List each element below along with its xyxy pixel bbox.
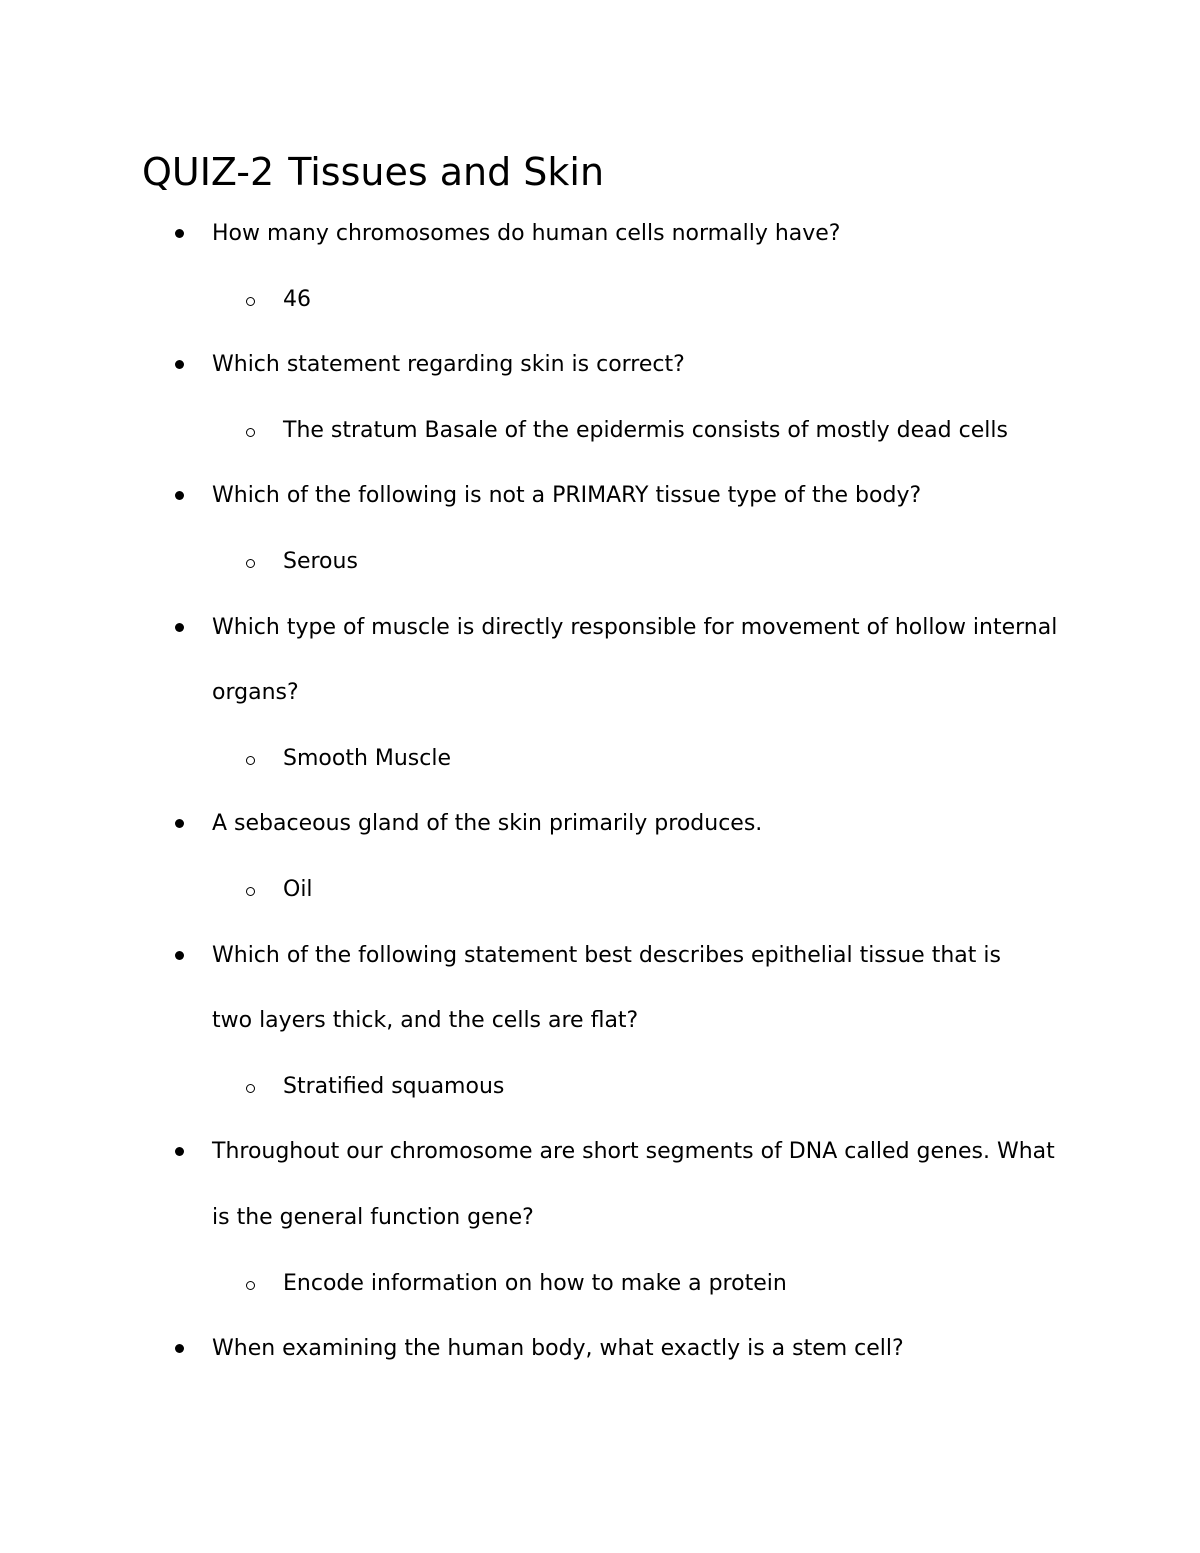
hollow-bullet-icon [246,1084,255,1093]
answer-text: Oil [283,877,313,902]
answer-text: Serous [283,549,358,574]
hollow-bullet-icon [246,297,255,306]
bullet-icon [175,491,184,500]
hollow-bullet-icon [246,887,255,896]
question-text: two layers thick, and the cells are flat? [212,1008,639,1033]
hollow-bullet-icon [246,756,255,765]
question-text: How many chromosomes do human cells normally have? [212,221,841,246]
question-text: organs? [212,680,299,705]
bullet-icon [175,229,184,238]
title-code: QUIZ-2 [142,150,275,194]
question-text: Which statement regarding skin is correct? [212,352,685,377]
answer-text: Encode information on how to make a protein [283,1271,787,1296]
question-text: Which of the following is not a PRIMARY tissue type of the body? [212,483,922,508]
bullet-icon [175,1147,184,1156]
hollow-bullet-icon [246,1281,255,1290]
question-text: is the general function gene? [212,1205,534,1230]
question-text: Throughout our chromosome are short segments of DNA called genes. What [212,1139,1055,1164]
question-text: A sebaceous gland of the skin primarily produces. [212,811,763,836]
bullet-icon [175,623,184,632]
answer-text: The stratum Basale of the epidermis consists of mostly dead cells [283,418,1008,443]
bullet-icon [175,819,184,828]
hollow-bullet-icon [246,559,255,568]
bullet-icon [175,360,184,369]
answer-text: Smooth Muscle [283,746,452,771]
title-text: Tissues and Skin [288,150,605,194]
answer-text: Stratified squamous [283,1074,505,1099]
answer-text: 46 [283,287,311,312]
bullet-icon [175,951,184,960]
page-title [142,148,604,196]
question-text: When examining the human body, what exactly is a stem cell? [212,1336,904,1361]
question-text: Which type of muscle is directly responsible for movement of hollow internal [212,615,1058,640]
hollow-bullet-icon [246,428,255,437]
question-text: Which of the following statement best describes epithelial tissue that is [212,943,1001,968]
bullet-icon [175,1344,184,1353]
